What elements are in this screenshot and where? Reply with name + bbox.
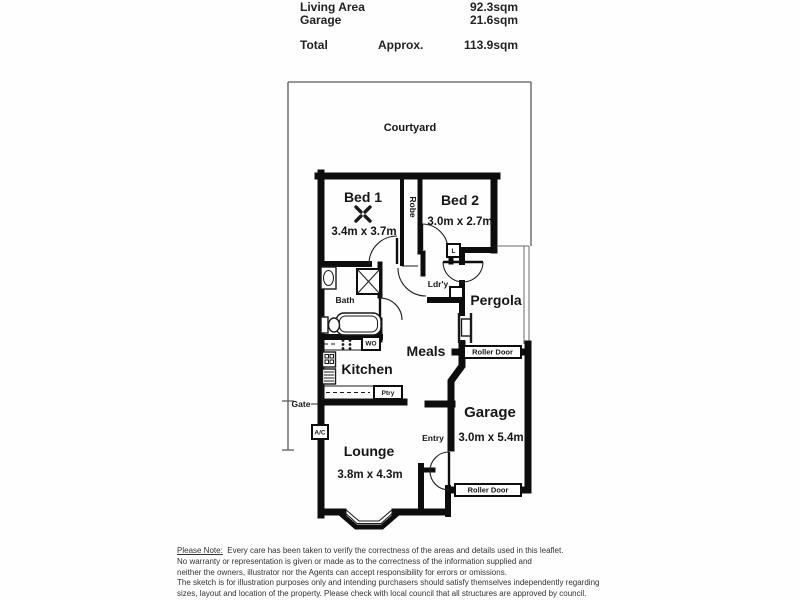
bed1-label: Bed 1 (343, 189, 383, 205)
bath-door (380, 298, 402, 320)
summary-value: 21.6sqm (469, 13, 518, 27)
disclaimer-line-2: No warranty or representation is given or made as to the correctness of the information supplied and (177, 556, 532, 566)
summary-label: Garage (300, 13, 342, 27)
kitchen-label: Kitchen (341, 361, 393, 377)
disclaimer-line-4: The sketch is for illustration purposes only and intending purchasers should satisfy themselves independently regarding (177, 578, 600, 588)
gate-icon (459, 313, 471, 343)
summary-label: Living Area (300, 0, 365, 14)
ac-label: A/C (314, 429, 326, 437)
meals-label: Meals (406, 343, 446, 359)
disclaimer-text: Every care has been taken to verify the correctness of the areas and details used in this leaflet. (227, 546, 564, 555)
sink-icon (323, 369, 336, 384)
linen-label: L (451, 248, 456, 255)
bath-label: Bath (335, 295, 355, 305)
disclaimer-line-5: sizes, layout and location of the property. Please check with local council that all structures are approved by council. (177, 589, 587, 599)
pergola-label: Pergola (470, 292, 522, 308)
shower-icon (357, 269, 380, 294)
ceiling-fan-icon (356, 207, 370, 221)
laundry-window (450, 287, 463, 298)
robe-label: Robe (408, 196, 418, 218)
bed1-dims: 3.4m x 3.7m (331, 226, 397, 238)
summary-value: 113.9sqm (463, 38, 518, 52)
fridge-icon (323, 352, 336, 367)
bed2-dims: 3.0m x 2.7m (427, 216, 493, 228)
toilet-icon (321, 317, 340, 333)
roller-door-bottom-label: Roller Door (467, 485, 509, 495)
disclaimer-line-1 (177, 546, 647, 557)
summary-qualifier: Approx. (378, 38, 424, 52)
bed2-label: Bed 2 (440, 192, 480, 208)
summary-label: Total (300, 38, 328, 52)
garage-dims: 3.0m x 5.4m (458, 432, 524, 444)
disclaimer-line-3: neither the owners, illustrator nor the Agents can accept responsibility for errors or omissions. (177, 567, 507, 577)
bed1-door (369, 236, 397, 264)
laundry-label: Ldr'y (427, 279, 449, 289)
lounge-dims: 3.8m x 4.3m (337, 469, 403, 481)
wall-oven-label: WO (365, 340, 377, 348)
basin-icon (321, 267, 336, 289)
roller-door-top-label: Roller Door (472, 347, 513, 357)
courtyard-label: Courtyard (383, 122, 437, 134)
gate-label: Gate (291, 399, 311, 409)
entry-label: Entry (422, 433, 444, 443)
please-note-label: Please Note: (177, 546, 223, 555)
lounge-label: Lounge (343, 443, 395, 459)
summary-value: 92.3sqm (469, 0, 518, 14)
bathtub-icon (336, 313, 381, 335)
garage-label: Garage (464, 404, 516, 421)
bay-window (341, 509, 397, 527)
disclaimer (177, 546, 647, 600)
pantry-label: Ptry (381, 390, 395, 397)
